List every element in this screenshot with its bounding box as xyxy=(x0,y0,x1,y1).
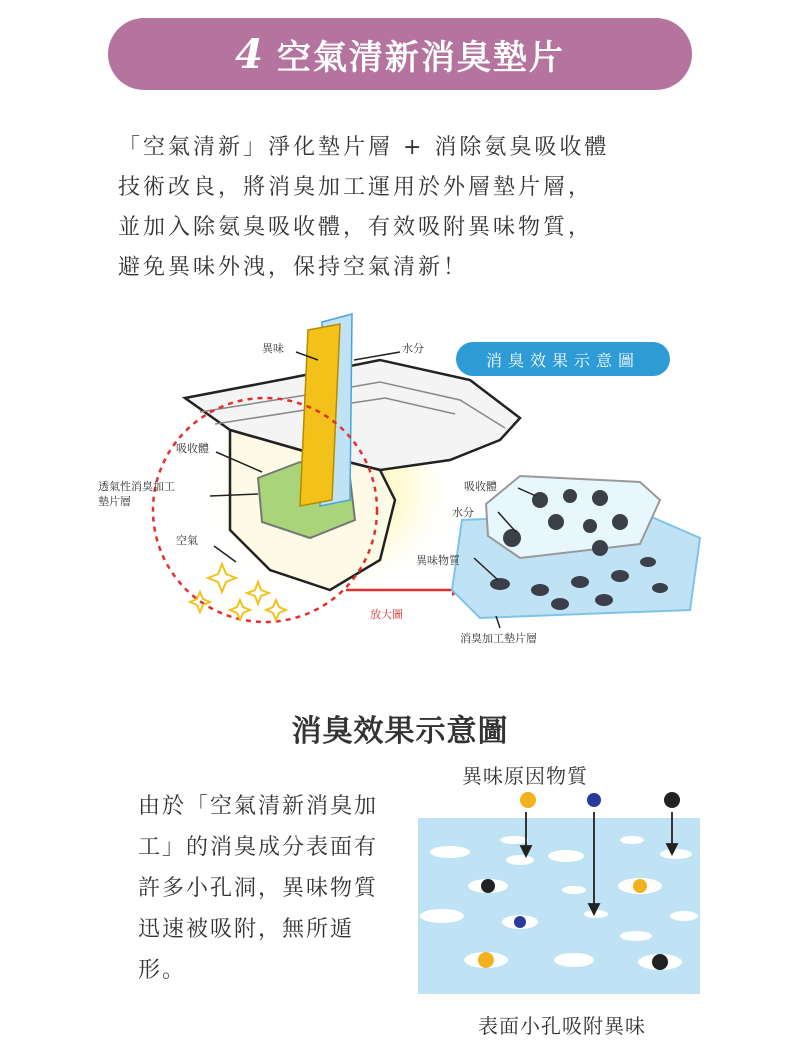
label-magnify: 放大圖 xyxy=(370,608,403,621)
intro-line: 避免異味外洩，保持空氣清新！ xyxy=(118,255,469,280)
effect-title: 消臭效果示意圖 xyxy=(291,714,509,749)
label-absorber-right: 吸收體 xyxy=(464,480,497,493)
effect-badge: 消臭效果示意圖 xyxy=(456,342,670,376)
desc-line: 由於「空氣清新消臭加 xyxy=(138,794,379,819)
label-deodor-pad: 消臭加工墊片層 xyxy=(460,632,537,645)
label-moisture: 水分 xyxy=(402,342,424,355)
desc-line: 工」的消臭成分表面有 xyxy=(138,835,379,860)
label-moisture-right: 水分 xyxy=(452,506,474,519)
intro-line: 並加入除氨臭吸收體，有效吸附異味物質， xyxy=(118,215,594,240)
odor-source-particles xyxy=(520,792,680,808)
blue-particle-icon xyxy=(587,793,601,807)
odor-source-label: 異味原因物質 xyxy=(462,764,588,788)
label-breathable-pad: 透氣性消臭加工 xyxy=(98,480,175,493)
desc-line: 迅速被吸附，無所遁 xyxy=(138,917,355,942)
intro-line: 技術改良，將消臭加工運用於外層墊片層， xyxy=(118,175,594,200)
intro-line: 「空氣清新」淨化墊片層 + 消除氨臭吸收體 xyxy=(118,135,610,160)
section-number: 4 xyxy=(235,30,263,78)
label-odor-substance: 異味物質 xyxy=(416,554,460,567)
label-odor: 異味 xyxy=(262,342,284,355)
section-title: 空氣清新消臭墊片 xyxy=(276,37,565,78)
desc-line: 形。 xyxy=(138,958,187,983)
desc-line: 許多小孔洞，異味物質 xyxy=(138,876,379,901)
pore-caption: 表面小孔吸附異味 xyxy=(478,1014,646,1038)
label-breathable-pad-2: 墊片層 xyxy=(98,495,131,508)
black-particle-icon xyxy=(664,792,680,808)
yellow-particle-icon xyxy=(520,792,536,808)
label-absorber: 吸收體 xyxy=(176,442,209,455)
label-air: 空氣 xyxy=(176,534,198,547)
